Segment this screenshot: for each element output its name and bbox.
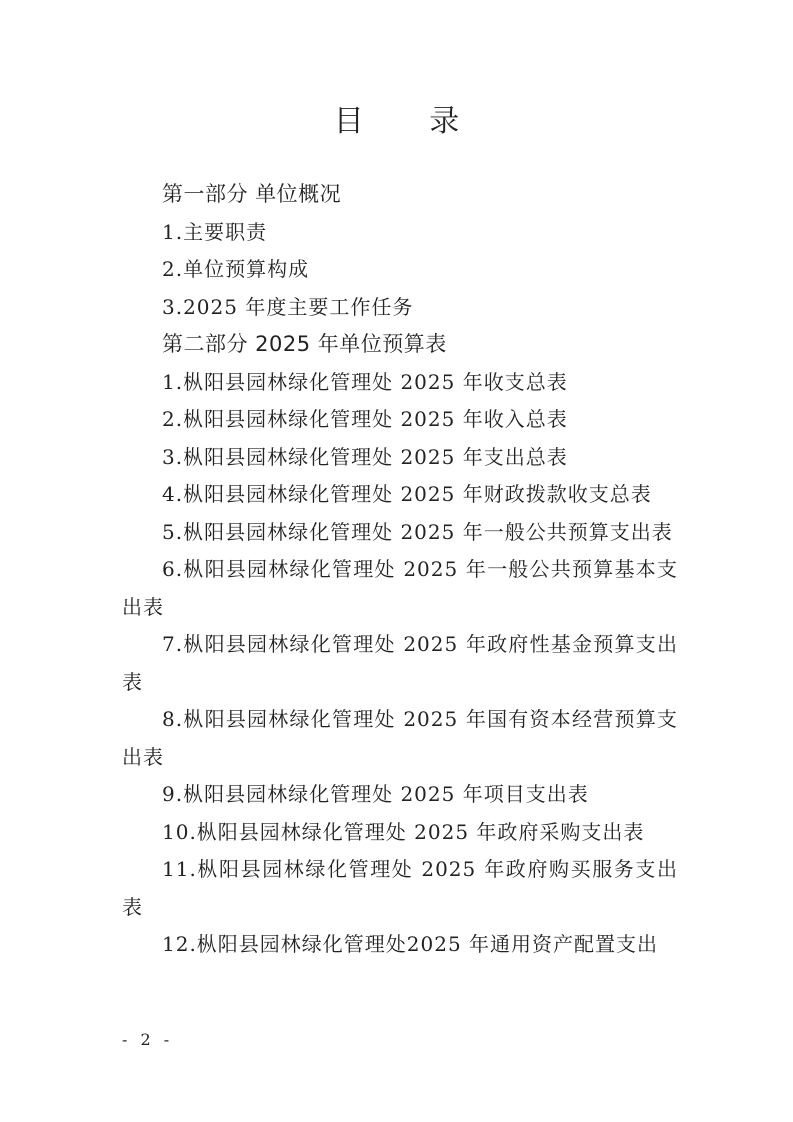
toc-item[interactable]: 3.2025 年度主要工作任务 (162, 294, 414, 319)
toc-item[interactable]: 11.枞阳县园林绿化管理处 2025 年政府购买服务支出表 (122, 857, 678, 919)
toc-item[interactable]: 9.枞阳县园林绿化管理处 2025 年项目支出表 (162, 782, 589, 806)
toc-item[interactable]: 7.枞阳县园林绿化管理处 2025 年政府性基金预算支出表 (122, 632, 678, 694)
toc-item[interactable]: 2.枞阳县园林绿化管理处 2025 年收入总表 (162, 407, 568, 431)
toc-item[interactable]: 1.枞阳县园林绿化管理处 2025 年收支总表 (162, 369, 568, 394)
toc-section-heading[interactable]: 第二部分 2025 年单位预算表 (162, 332, 447, 356)
toc-item[interactable]: 1.主要职责 (162, 219, 268, 244)
toc-section-heading[interactable]: 第一部分 单位概况 (162, 182, 342, 206)
page-number: - 2 - (122, 1030, 174, 1049)
toc-item[interactable]: 12.枞阳县园林绿化管理处2025 年通用资产配置支出 (162, 932, 659, 956)
page-title: 目 录 (333, 104, 488, 139)
toc-item[interactable]: 10.枞阳县园林绿化管理处 2025 年政府采购支出表 (162, 819, 645, 844)
table-of-contents (122, 176, 678, 964)
toc-item[interactable]: 2.单位预算构成 (162, 257, 310, 281)
toc-item[interactable]: 8.枞阳县园林绿化管理处 2025 年国有资本经营预算支出表 (122, 707, 678, 769)
toc-item[interactable]: 3.枞阳县园林绿化管理处 2025 年支出总表 (162, 444, 568, 469)
toc-item[interactable]: 5.枞阳县园林绿化管理处 2025 年一般公共预算支出表 (162, 519, 673, 544)
toc-item[interactable]: 6.枞阳县园林绿化管理处 2025 年一般公共预算基本支出表 (122, 557, 678, 619)
toc-item[interactable]: 4.枞阳县园林绿化管理处 2025 年财政拨款收支总表 (162, 482, 652, 506)
